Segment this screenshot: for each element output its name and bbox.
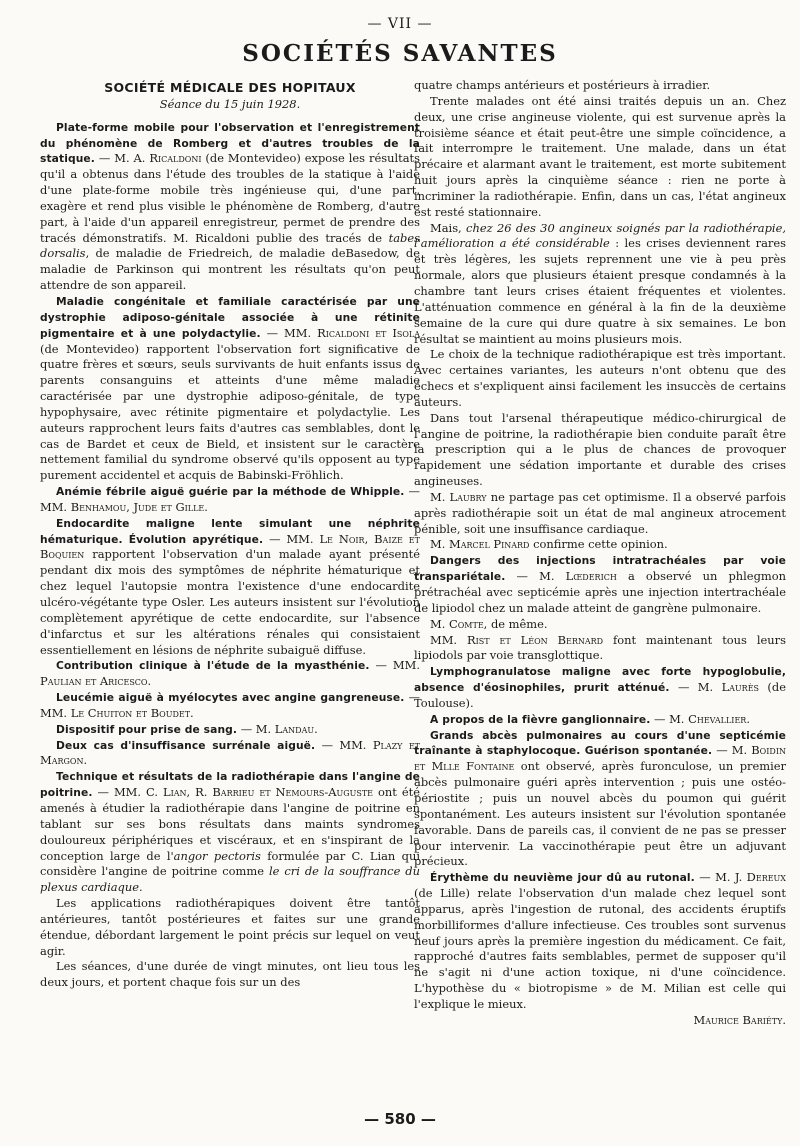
article-body: formulée par C. Lian qui considère l'angine de poitrine comme — [40, 848, 420, 879]
text: M. — [430, 537, 449, 552]
article-title: Dispositif pour prise de sang. — [56, 722, 238, 736]
article-anemie — [40, 484, 420, 516]
author-name: Laubry — [449, 489, 487, 504]
article-body: (de Montevideo) rapportent l'observation fort significative de quatre frères et sœurs, seuls survivants de huit enfants issus de parents consanguins et atteints d'une même maladie caractérisée par une dystrophie adiposo-génitale, de type hypophysaire, avec rétinite pigmentaire et polydactylie. Les auteurs rapprochent leurs faits d'autres cas semblables, dont le cas de Bardet et ceux de Bield, et insistent sur le caractère nettement familial du syndrome observé qu'ils opposent au type purement accidentel et acquis de Babinski-Fröhlich. — [40, 341, 420, 483]
text: M. — [430, 616, 449, 631]
right-column — [414, 78, 786, 1029]
article-title: Endocardite maligne lente simulant une néphrite hématurique. Évolution apyrétique. — [40, 516, 420, 546]
paragraph-applications: Les applications radiothérapiques doivent être tantôt antérieures, tantôt postérieures et faites sur une grande étendue, débordant largement le point précis sur lequel on veut agir. — [40, 896, 420, 958]
article-maladie-congenitale — [40, 294, 420, 484]
article-title: Lymphogranulatose maligne avec forte hypoglobulie, absence d'éosinophiles, prurit atténué. — [414, 665, 786, 695]
author-name: Rist et Léon Bernard — [467, 632, 604, 647]
paragraph-choix: Le choix de la technique radiothérapique est très important. Avec certaines variantes, les auteurs n'ont obtenu que des échecs et s'expliquent ainsi facilement les insuccès de certains auteurs. — [414, 347, 786, 409]
author-name: Ricaldoni et Isola — [317, 325, 420, 340]
author-name: Benhamou, Jude et Gille. — [70, 499, 208, 514]
article-title: Anémie fébrile aiguë guérie par la méthode de Whipple. — [56, 485, 405, 499]
text: — M. — [505, 569, 566, 584]
text: MM. — [430, 632, 468, 647]
page-header-number: — VII — — [367, 16, 433, 32]
text: — M. — [650, 711, 689, 726]
text: — MM. — [369, 658, 420, 673]
author-name: Laurès — [721, 680, 760, 695]
italic-term: chez 26 des 30 angineux soignés par la radiothérapie, l'amélioration a été considérable — [414, 220, 786, 251]
text: — M. — [237, 721, 275, 736]
paragraph-rist — [414, 633, 786, 665]
author-name: Boidin et Mlle Fontaine — [414, 743, 786, 774]
article-body: : les crises deviennent rares et très légères, les sujets reprennent une vie à peu près normale, alors que plusieurs étaient presque condamnés à la chambre tant leurs crises étaient fréquentes et violentes. L'atténuation commence en général à la fin de la deuxième semaine de la cure qui dure quatre à six semaines. Le bon résultat se maintient au moins plusieurs mois. — [414, 236, 786, 346]
article-endocardite — [40, 516, 420, 659]
paragraph-trente-malades: Trente malades ont été ainsi traités depuis un an. Chez deux, une crise angineuse violente, qui est survenue après la troisième séance et était peut-être une simple coïncidence, a fait interrompre le traitement. Une malade, dans un état précaire et alarmant avant le traitement, est morte subitement huit jours après la cinquième séance : rien ne porte à incriminer la radiothérapie. Enfin, dans un cas, l'état angineux est resté stationnaire. — [414, 93, 786, 219]
text: — MM. — [263, 531, 320, 546]
author-name: Paulian et Aricesco. — [40, 674, 152, 689]
article-body: , de même. — [483, 616, 548, 631]
author-name: Landau. — [274, 721, 318, 736]
article-myasthenie — [40, 658, 420, 690]
article-erytheme — [414, 870, 786, 1013]
paragraph-continuation: quatre champs antérieurs et postérieurs à irradier. — [414, 78, 711, 92]
section-title: SOCIÉTÉS SAVANTES — [242, 40, 558, 67]
paragraph-arsenal: Dans tout l'arsenal thérapeutique médico-chirurgical de l'angine de poitrine, la radiothérapie bien conduite paraît être la prescription qui a le plus de chances de provoquer rapidement une sédation importante et durable des crises angineuses. — [414, 410, 786, 489]
text: — M. — [712, 743, 752, 758]
author-name: Marcel Pinard — [448, 537, 530, 552]
article-body: a observé un phlegmon prétrachéal avec septicémie après une injection intertrachéale de lipiodol chez un malade atteint de gangrène pulmonaire. — [414, 569, 786, 615]
article-body: , de maladie de Friedreich, de maladie deBasedow, de maladie de Parkinson qui montrent les résultats qu'on peut attendre de son appareil. — [40, 246, 420, 293]
text: — MM. — [260, 325, 318, 340]
left-column — [40, 80, 420, 991]
article-body: ont été amenés à étudier la radiothérapie dans l'angine de poitrine en tablant sur ses bons résultats dans maints syndromes douloureux périphériques et viscéraux, et en s'inspirant de la conception large de l' — [40, 785, 420, 863]
text: — M. — [694, 870, 735, 885]
session-date: Séance du 15 juin 1928. — [159, 96, 301, 111]
article-plate-forme — [40, 120, 420, 294]
article-body: (de Montevideo) expose les résultats qu'il a obtenus dans l'étude des troubles de la statique à l'aide d'une plate-forme mobile très ingénieuse qui, d'une part, exagère et rend plus visible le phénomène de Romberg, d'autre part, à l'aide d'un appareil enregistreur, permet de prendre des tracés démonstratifs. M. Ricaldoni publie des tracés de — [40, 151, 420, 245]
article-body: (de Lille) relate l'observation d'un malade chez lequel sont apparus, après l'ingestion de rutonal, des accidents éruptifs morbilliformes d'allure infectieuse. Ces troubles sont survenus neuf jours après la première ingestion du médicament. Ce fait, rapproché d'autres faits semblables, permet de supposer qu'il ne s'agit ni d'une action toxique, ni d'une coïncidence. L'hypothèse du « biotropisme » de M. Milian est celle qui l'explique le mieux. — [414, 886, 786, 1011]
article-title: Plate-forme mobile pour l'observation et l'enregistrement du phénomène de Romberg et d'autres troubles de la statique. — [40, 120, 420, 166]
article-leucemie — [40, 690, 420, 722]
paragraph-seances: Les séances, d'une durée de vingt minutes, ont lieu tous les deux jours, et portent chaque fois sur un des — [40, 959, 420, 990]
author-name: Le Noir, Baize et Boquien — [40, 531, 420, 562]
article-title: Érythème du neuvième jour dû au rutonal. — [430, 871, 695, 885]
article-title: Grands abcès pulmonaires au cours d'une septicémie traînante à staphylocoque. Guérison spontanée. — [414, 728, 786, 758]
author-name: C. Lian, R. Barrieu et Nemours-Auguste — [146, 785, 374, 800]
article-title: Technique et résultats de la radiothérapie dans l'angine de poitrine. — [40, 770, 420, 800]
article-fievre-ganglionnaire — [414, 712, 786, 728]
text: M. — [430, 489, 450, 504]
text: — MM. — [315, 737, 373, 752]
article-dangers-injections — [414, 553, 786, 616]
article-abces-pulmonaires — [414, 728, 786, 871]
article-title: Dangers des injections intratrachéales par voie transpariétale. — [414, 554, 786, 584]
italic-term: tabes dorsalis — [40, 230, 420, 261]
text: Mais, — [430, 220, 467, 235]
author-name: Plazy et Margon. — [40, 737, 421, 768]
article-body: rapportent l'observation d'un malade ayant présenté pendant dix mois des symptômes de néphrite hématurique et chez lequel l'autopsie montra l'existence d'une endocardite ulcéro-végétante type Osler. Les auteurs insistent sur l'évolution complètement apyrétique de cette endocardite, sur l'absence d'infarctus et sur les altérations rénales qui consistaient essentiellement en lésions de néphrite subaiguë diffuse. — [40, 547, 420, 657]
society-title: SOCIÉTÉ MÉDICALE DES HOPITAUX — [104, 80, 356, 95]
article-body: ne partage pas cet optimisme. Il a observé parfois après radiothérapie soit un état de mal angineux atrocement pénible, soit une insuffisance cardiaque. — [414, 489, 786, 536]
text: — MM. — [40, 484, 420, 514]
article-body: (de Toulouse). — [414, 680, 786, 710]
author-name: Lœderich — [565, 569, 617, 584]
text: — M. A. — [94, 151, 150, 166]
article-dispositif — [40, 722, 420, 738]
text: — MM. — [40, 690, 421, 720]
paragraph-laubry — [414, 490, 786, 538]
text: — MM. — [92, 785, 147, 800]
text: — M. — [669, 680, 722, 695]
italic-term: le cri de la souffrance du plexus cardiaque. — [40, 864, 420, 895]
paragraph-comte — [414, 617, 786, 633]
article-title: A propos de la fièvre ganglionnaire. — [430, 712, 651, 726]
article-title: Contribution clinique à l'étude de la myasthénie. — [56, 659, 370, 673]
article-body: font maintenant tous leurs lipiodols par voie transglottique. — [414, 632, 786, 663]
page-footer-number: — 580 — — [364, 1110, 436, 1128]
article-title: Deux cas d'insuffisance surrénale aiguë. — [56, 738, 316, 752]
article-body: confirme cette opinion. — [529, 537, 668, 552]
paragraph-pinard — [414, 537, 786, 553]
article-radiotherapie — [40, 769, 420, 896]
author-name: Comte — [448, 616, 484, 631]
paragraph-mais — [414, 221, 786, 348]
article-lymphogranulatose — [414, 664, 786, 712]
article-title: Leucémie aiguë à myélocytes avec angine gangreneuse. — [56, 691, 405, 705]
author-name: Le Chuiton et Boudet. — [70, 705, 194, 720]
author-name: Ricaldoni — [149, 151, 202, 166]
article-title: Maladie congénitale et familiale caractérisée par une dystrophie adiposo-génitale associée à une rétinite pigmentaire et à une polydactylie. — [40, 294, 420, 340]
author-name: J. Dereux — [734, 870, 786, 885]
article-body: ont observé, après furonculose, un premier abcès pulmonaire guéri après intervention ; puis une ostéo-périostite ; puis un nouvel abcès du poumon qui guérit spontanément. Les auteurs insistent sur l'évolution spontanée favorable. Dans de pareils cas, il convient de ne pas se presser pour intervenir. La vaccinothérapie peut être un adjuvant précieux. — [414, 759, 786, 869]
italic-term: angor pectoris — [173, 848, 261, 863]
article-insuffisance-surrenale — [40, 738, 420, 770]
signature: Maurice Bariéty. — [693, 1012, 786, 1027]
author-name: Chevallier. — [688, 711, 750, 726]
